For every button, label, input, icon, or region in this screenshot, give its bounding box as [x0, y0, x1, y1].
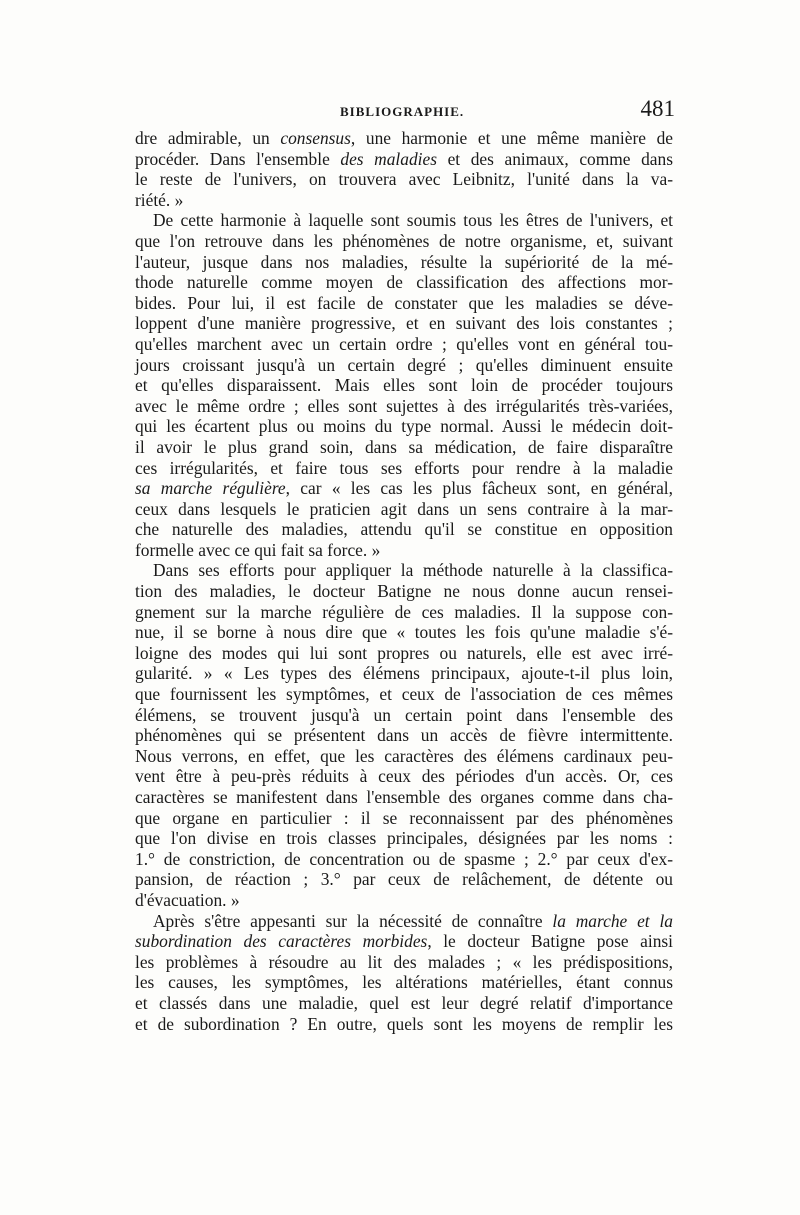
text-segment: che naturelle des maladies, attendu qu'il se constitue en opposition — [135, 519, 673, 540]
text-line — [135, 746, 673, 767]
text-line — [135, 602, 673, 623]
text-segment: il avoir le plus grand soin, dans sa médication, de faire disparaître — [135, 436, 673, 457]
text-segment: et de subordination ? En outre, quels sont les moyens de remplir les — [135, 1013, 673, 1034]
text-segment: bides. Pour lui, il est facile de constater que les maladies se déve- — [135, 292, 673, 313]
page-header — [135, 96, 675, 126]
italic-text: sa marche régulière — [135, 478, 286, 499]
text-segment: qui les écartent plus ou moins du type normal. Aussi le médecin doit- — [135, 416, 673, 437]
text-line — [135, 210, 673, 231]
text-segment: , car « les cas les plus fâcheux sont, en général, — [285, 478, 673, 499]
text-line — [135, 1014, 673, 1035]
text-line — [135, 931, 673, 952]
running-title: BIBLIOGRAPHIE. — [340, 104, 465, 119]
text-line — [135, 519, 673, 540]
text-line — [135, 725, 673, 746]
text-segment: gnement sur la marche régulière de ces maladies. Il la suppose con- — [135, 601, 673, 622]
text-segment: tion des maladies, le docteur Batigne ne nous donne aucun rensei- — [135, 581, 673, 602]
text-line — [135, 355, 673, 376]
text-line — [135, 643, 673, 664]
text-segment: qu'elles marchent avec un certain ordre ; qu'elles vont en général tou- — [135, 333, 673, 354]
text-segment: les problèmes à résoudre au lit des malades ; « les prédispositions, — [135, 951, 673, 972]
text-line — [135, 128, 673, 149]
text-line — [135, 972, 673, 993]
text-segment: les causes, les symptômes, les altérations matérielles, étant connus — [135, 972, 673, 993]
text-line — [135, 478, 673, 499]
text-line — [135, 808, 673, 829]
body-text — [135, 128, 673, 1034]
text-line — [135, 272, 673, 293]
text-segment: que fournissent les symptômes, et ceux de l'association de ces mêmes — [135, 684, 673, 705]
text-segment: pansion, de réaction ; 3.° par ceux de relâchement, de détente ou — [135, 869, 673, 890]
text-line — [135, 293, 673, 314]
text-segment: , une harmonie et une même manière de — [350, 128, 673, 148]
text-line — [135, 766, 673, 787]
text-line — [135, 169, 673, 190]
italic-text: subordination des caractères morbides — [135, 931, 428, 952]
text-segment: que l'on retrouve dans les phénomènes de notre organisme, et, suivant — [135, 230, 673, 251]
page-number: 481 — [640, 96, 675, 121]
text-segment: et qu'elles disparaissent. Mais elles sont loin de procéder toujours — [135, 375, 673, 396]
text-line — [135, 890, 673, 911]
text-segment: Dans ses efforts pour appliquer la méthode naturelle à la classifica- — [153, 560, 673, 581]
text-line — [135, 663, 673, 684]
text-line — [135, 869, 673, 890]
text-line — [135, 375, 673, 396]
text-line — [135, 911, 673, 932]
text-line — [135, 684, 673, 705]
text-segment: Nous verrons, en effet, que les caractères des élémens cardinaux peu- — [135, 745, 673, 766]
text-segment: gularité. » « Les types des élémens principaux, ajoute-t-il plus loin, — [135, 663, 673, 684]
text-segment: vent être à peu-près réduits à ceux des périodes d'un accès. Or, ces — [135, 766, 673, 787]
text-line — [135, 849, 673, 870]
text-line — [135, 705, 673, 726]
text-line — [135, 190, 673, 211]
text-segment: De cette harmonie à laquelle sont soumis tous les êtres de l'univers, et — [153, 210, 673, 231]
text-segment: élémens, se trouvent jusqu'à un certain point dans l'ensemble des — [135, 704, 673, 725]
text-segment: phénomènes qui se présentent dans un accès de fièvre intermittente. — [135, 725, 673, 746]
text-line — [135, 540, 673, 561]
text-line — [135, 828, 673, 849]
text-segment: et des animaux, comme dans — [436, 148, 673, 169]
text-segment: et classés dans une maladie, quel est leur degré relatif d'importance — [135, 992, 673, 1013]
text-segment: le reste de l'univers, on trouvera avec Leibnitz, l'unité dans la va- — [135, 169, 673, 190]
text-line — [135, 499, 673, 520]
text-segment: ces irrégularités, et faire tous ses efforts pour rendre à la maladie — [135, 457, 673, 478]
text-line — [135, 458, 673, 479]
text-segment: formelle avec ce qui fait sa force. » — [135, 539, 381, 560]
text-segment: loppent d'une manière progressive, et en suivant des lois constantes ; — [135, 313, 673, 334]
text-segment: loigne des modes qui lui sont propres ou naturels, elle est avec irré- — [135, 642, 673, 663]
text-line — [135, 437, 673, 458]
text-line — [135, 581, 673, 602]
text-segment: , le docteur Batigne pose ainsi — [427, 931, 673, 952]
text-line — [135, 149, 673, 170]
text-segment: que organe en particulier : il se reconnaissent par des phénomènes — [135, 807, 673, 828]
text-segment: d'évacuation. » — [135, 889, 240, 910]
italic-text: des maladies — [340, 148, 437, 169]
text-segment: riété. » — [135, 189, 184, 210]
text-segment: ceux dans lesquels le praticien agit dans un sens contraire à la mar- — [135, 498, 673, 519]
text-line — [135, 622, 673, 643]
text-line — [135, 952, 673, 973]
italic-text: la marche et la — [552, 910, 673, 931]
text-line — [135, 560, 673, 581]
text-line — [135, 231, 673, 252]
text-segment: procéder. Dans l'ensemble — [135, 148, 341, 169]
text-segment: avec le même ordre ; elles sont sujettes à des irrégularités très-variées, — [135, 395, 673, 416]
text-line — [135, 396, 673, 417]
text-segment: jours croissant jusqu'à un certain degré ; qu'elles diminuent ensuite — [135, 354, 673, 375]
text-line — [135, 252, 673, 273]
text-line — [135, 993, 673, 1014]
text-line — [135, 334, 673, 355]
italic-text: consensus — [280, 128, 351, 148]
text-segment: Après s'être appesanti sur la nécessité de connaître — [153, 910, 553, 931]
text-line — [135, 416, 673, 437]
text-segment: l'auteur, jusque dans nos maladies, résulte la supériorité de la mé- — [135, 251, 673, 272]
text-segment: thode naturelle comme moyen de classification des affections mor- — [135, 272, 673, 293]
text-segment: nue, il se borne à nous dire que « toutes les fois qu'une maladie s'é- — [135, 622, 673, 643]
text-line — [135, 787, 673, 808]
text-segment: que l'on divise en trois classes principales, désignées par les noms : — [135, 828, 673, 849]
text-segment: caractères se manifestent dans l'ensemble des organes comme dans cha- — [135, 787, 673, 807]
text-segment: dre admirable, un — [135, 128, 281, 148]
text-segment: 1.° de constriction, de concentration ou de spasme ; 2.° par ceux d'ex- — [135, 848, 673, 869]
text-line — [135, 313, 673, 334]
